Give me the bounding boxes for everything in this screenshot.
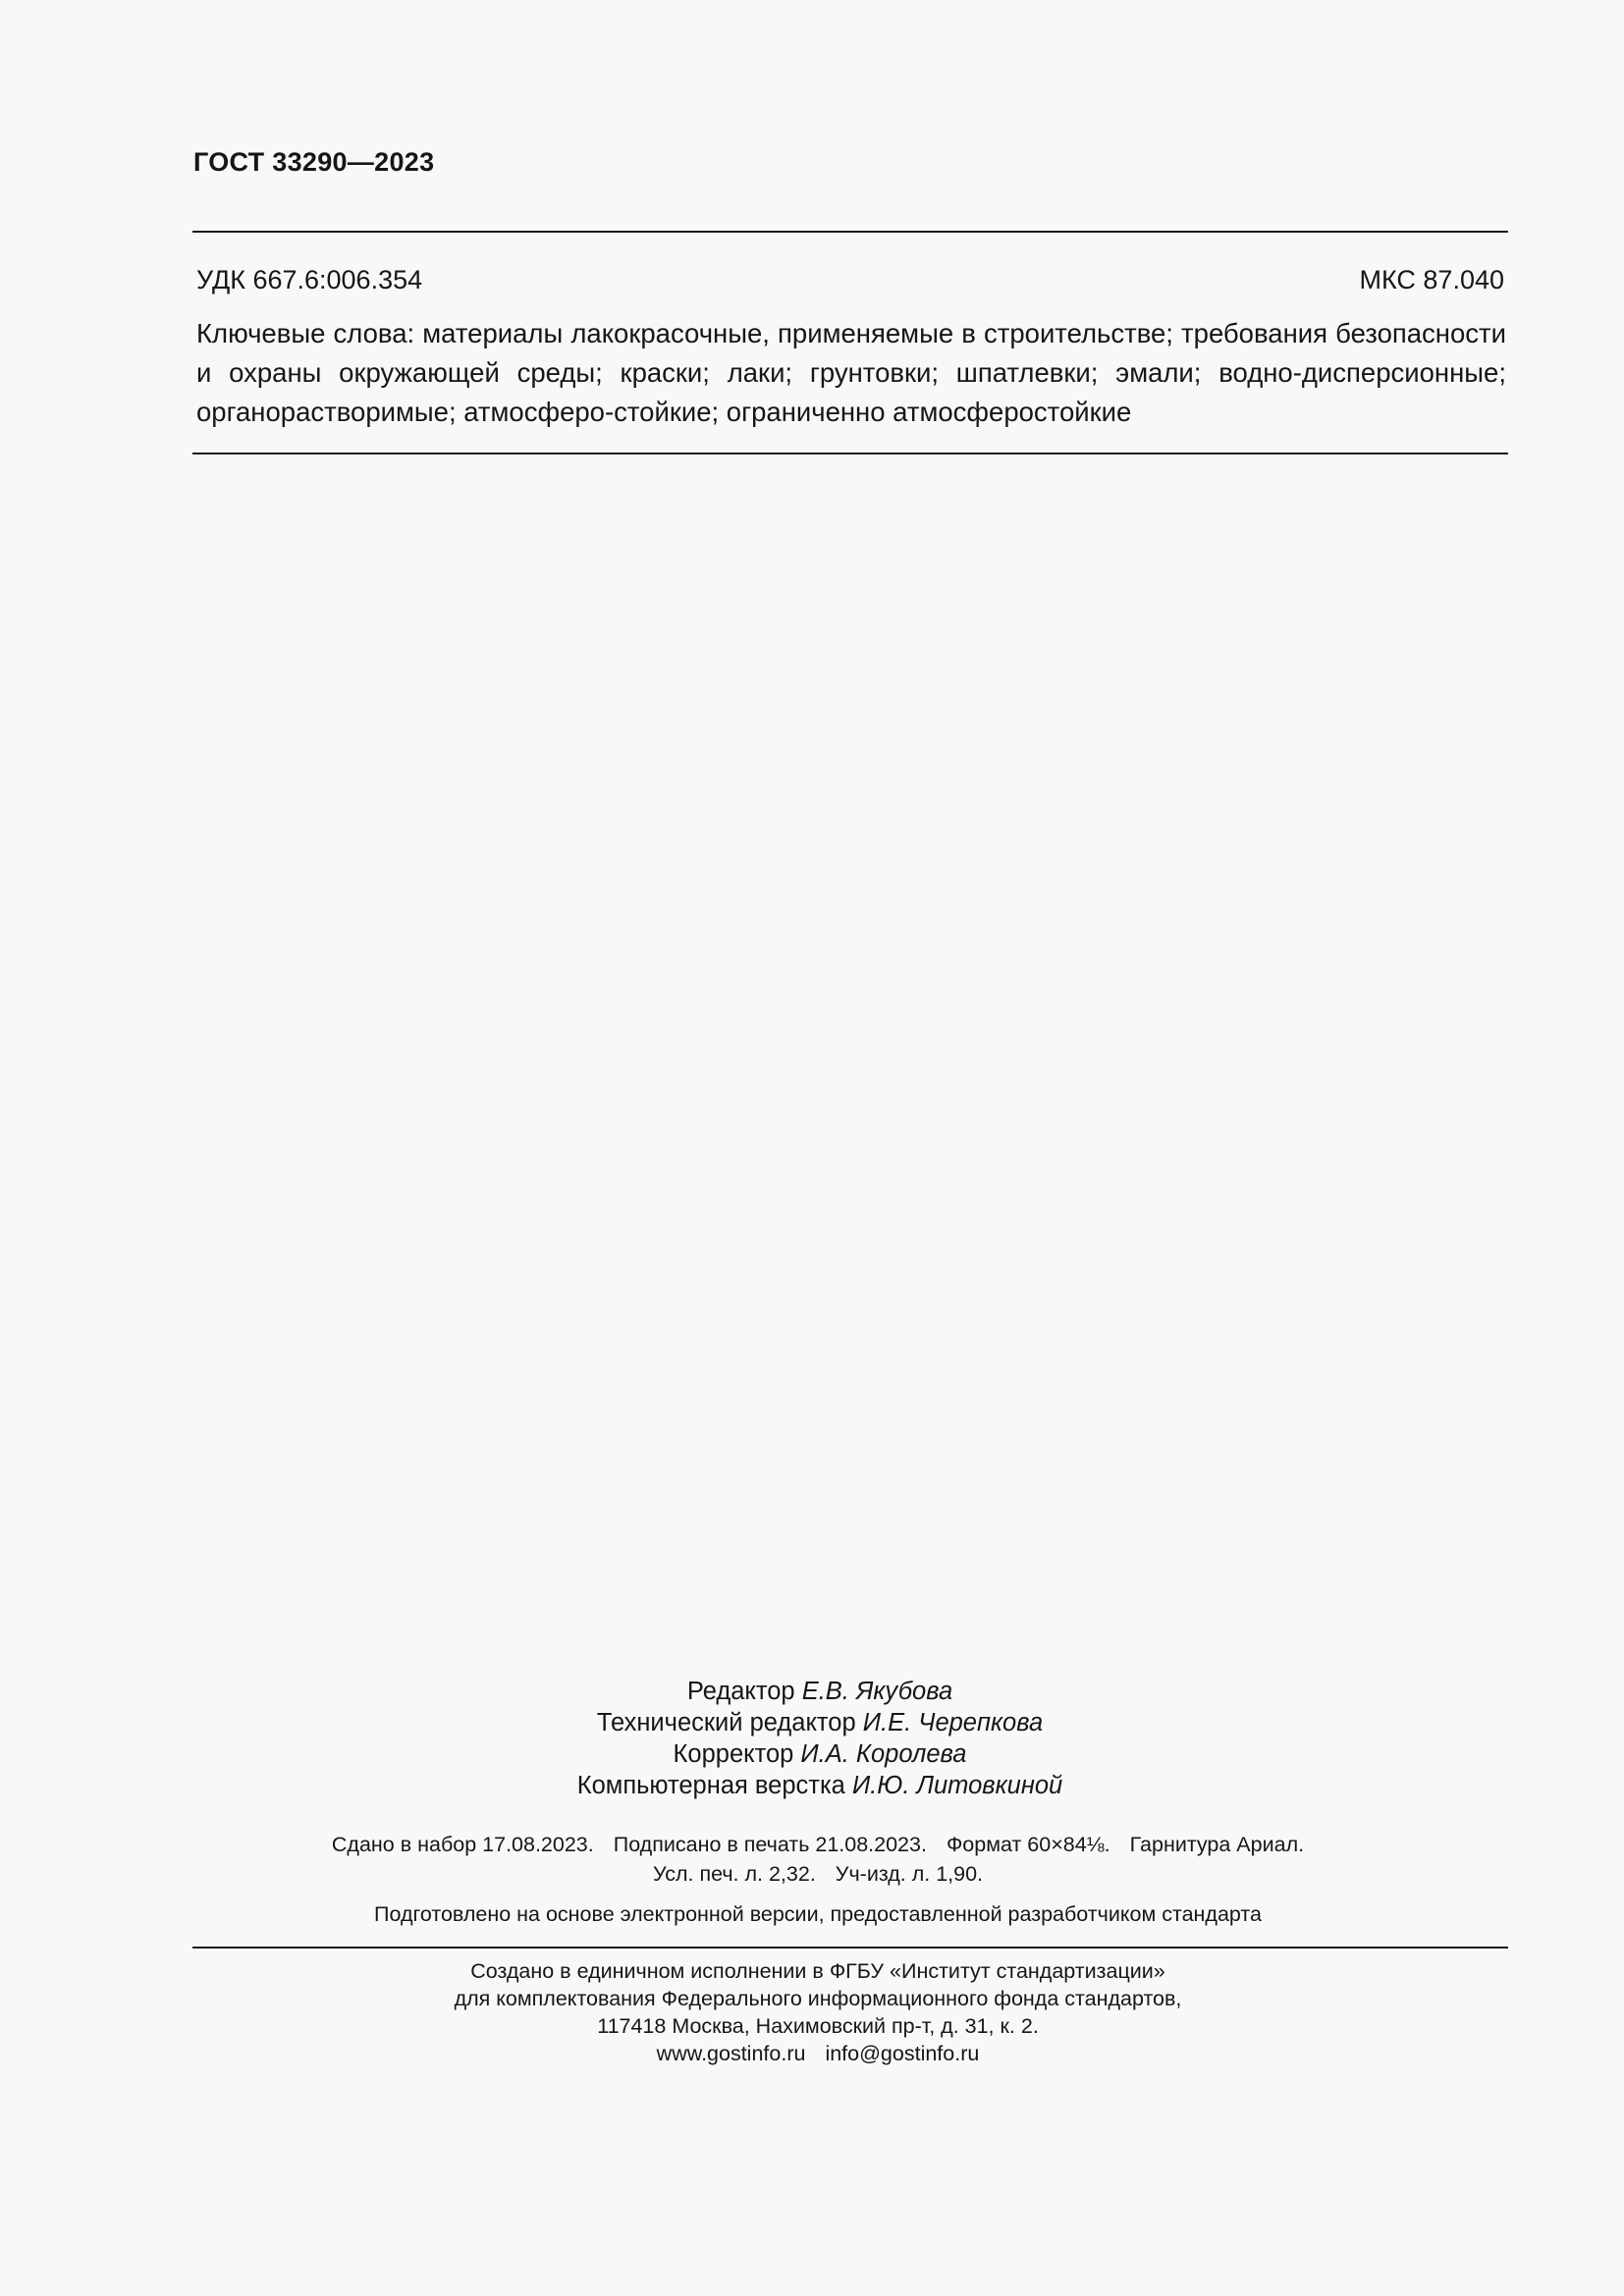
website-link[interactable]: www.gostinfo.ru [656,2042,806,2065]
paper-format: Формат 60×84⅛. [946,1833,1110,1856]
print-sheets: Усл. печ. л. 2,32. [652,1862,816,1886]
top-divider [192,231,1508,233]
typeface: Гарнитура Ариал. [1129,1833,1305,1856]
signed-date: Подписано в печать 21.08.2023. [613,1833,927,1856]
credit-name: И.Ю. Литовкиной [851,1772,1063,1799]
publication-sheets: Уч-изд. л. 1,90. [835,1862,984,1886]
keywords-divider [192,453,1508,454]
publisher-info [0,1957,1624,2067]
publisher-line-2: для комплектования Федерального информационного фонда стандартов, [454,1987,1182,2010]
credit-role: Редактор [686,1678,795,1705]
standard-number: ГОСТ 33290—2023 [193,147,435,177]
credit-name: И.А. Королева [800,1740,967,1768]
publisher-line-1: Создано в единичном исполнении в ФГБУ «Институт стандартизации» [470,1959,1165,1983]
editorial-credits [0,1676,1624,1801]
publisher-divider [192,1947,1508,1949]
keywords-paragraph: Ключевые слова: материалы лакокрасочные, применяемые в строительстве; требования безопасности и охраны окружающей среды; краски; лаки; грунтовки; шпатлевки; эмали; водно-дисперсионные; органорастворимые; атмосферо-стойкие; ограниченно атмосферостойкие [196,318,1506,427]
udk-code: УДК 667.6:006.354 [196,265,423,294]
printing-details [0,1830,1624,1889]
credit-role: Компьютерная верстка [576,1772,845,1799]
printing-row-2 [12,1859,1624,1889]
credit-role: Технический редактор [596,1709,856,1736]
credit-name: И.Е. Черепкова [862,1709,1044,1736]
credit-name: Е.В. Якубова [801,1678,953,1705]
credit-line-layout [16,1770,1624,1801]
credit-line-editor [16,1676,1624,1707]
mks-code: МКС 87.040 [1359,265,1504,294]
credit-line-corrector [16,1738,1624,1770]
credit-role: Корректор [673,1740,794,1768]
classification-row [196,265,1504,295]
email-link[interactable]: info@gostinfo.ru [825,2042,980,2065]
printing-row-1 [12,1830,1624,1859]
credit-line-tech-editor [16,1707,1624,1738]
prepared-note: Подготовлено на основе электронной версии, предоставленной разработчиком стандарта [374,1902,1262,1926]
publisher-contacts [12,2040,1624,2067]
submitted-date: Сдано в набор 17.08.2023. [331,1833,594,1856]
publisher-address: 117418 Москва, Нахимовский пр-т, д. 31, к. 2. [597,2014,1039,2038]
